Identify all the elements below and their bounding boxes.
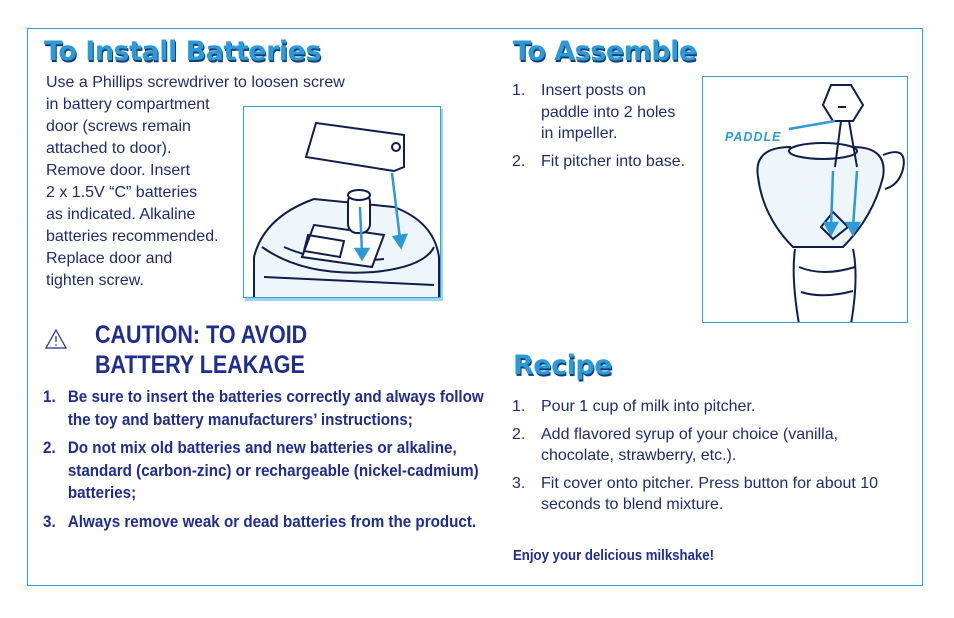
install-line: as indicated. Alkaline (46, 206, 196, 223)
install-line: tighten screw. (46, 272, 144, 289)
install-line: attached to door). (46, 140, 172, 157)
recipe-step: 2. Add flavored syrup of your choice (vanilla, chocolate, strawberry, etc.). (512, 425, 839, 464)
blender-assembly-illustration (702, 76, 908, 323)
paddle-label: PADDLE (725, 130, 782, 144)
battery-compartment-drawing (244, 107, 441, 298)
install-line: Use a Phillips screwdriver to loosen screw (46, 74, 345, 91)
caution-item: 3. Always remove weak or dead batteries from the product. (43, 512, 477, 531)
assemble-steps (512, 80, 687, 178)
battery-installation-illustration (243, 106, 441, 298)
install-line: Replace door and (46, 250, 173, 267)
recipe-closing-note: Enjoy your delicious milkshake! (513, 547, 714, 564)
caution-heading: CAUTION: TO AVOID BATTERY LEAKAGE (95, 321, 308, 379)
assemble-heading: To Assemble (513, 36, 697, 67)
recipe-heading: Recipe (513, 350, 613, 381)
warning-triangle-icon (44, 328, 68, 350)
install-line: in battery compartment (46, 96, 210, 113)
install-line: Remove door. Insert (46, 162, 191, 179)
caution-item: 2. Do not mix old batteries and new batteries or alkaline, standard (carbon-zinc) or rechargeable (nickel-cadmium) batteries; (43, 439, 479, 502)
install-line: 2 x 1.5V “C” batteries (46, 184, 198, 201)
caution-list (43, 386, 484, 539)
recipe-steps (512, 396, 902, 522)
install-batteries-heading: To Install Batteries (44, 36, 322, 67)
recipe-step: 1. Pour 1 cup of milk into pitcher. (512, 398, 756, 415)
install-line: batteries recommended. (46, 228, 219, 245)
assemble-step: 2. Fit pitcher into base. (512, 152, 686, 170)
install-line: door (screws remain (46, 118, 191, 135)
blender-drawing (703, 77, 908, 323)
recipe-step: 3. Fit cover onto pitcher. Press button for about 10 seconds to blend mixture. (512, 474, 879, 513)
caution-item: 1. Be sure to insert the batteries correctly and always follow the toy and battery manufacturers’ instructions; (43, 388, 484, 429)
assemble-step: 1. Insert posts on paddle into 2 holes in impeller. (512, 82, 676, 142)
